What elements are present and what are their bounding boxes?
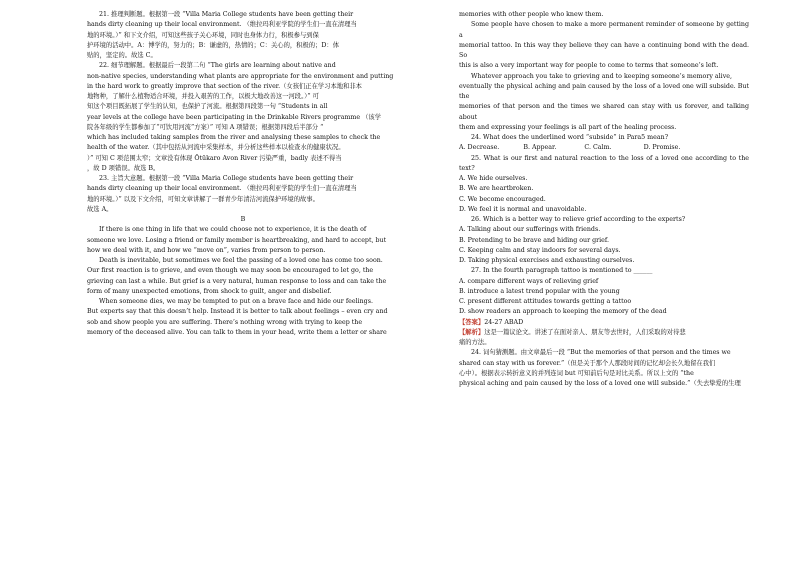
option: C. Keeping calm and stay indoors for several days.: [459, 246, 621, 254]
right-line: memories with other people who knew them.: [459, 11, 604, 18]
right-line: shared can stay with us forever.”（但是关于那个人那段时间的记忆却会长久地留在我们: [459, 359, 716, 367]
right-line: Whatever approach you take to grieving and to keeping someone’s memory alive,: [471, 72, 732, 80]
left-line: ，故 D 项错误。故选 B。: [87, 164, 160, 172]
analysis-line: [459, 328, 749, 338]
left-line: 故选 A。: [87, 205, 113, 213]
left-line: Our first reaction is to grieve, and even though we may soon be encouraged to let go, the: [87, 267, 374, 275]
right-line: this is also a very important way for people to come to terms that someone’s left.: [459, 62, 719, 70]
left-column: [87, 10, 399, 338]
option: D. Taking physical exercises and exhausting ourselves.: [459, 257, 635, 264]
answer-tag: 【答案】: [459, 318, 485, 326]
question-25: 25. What is our first and natural reaction to the loss of a loved one according to the text?: [459, 154, 749, 172]
right-line: them and expressing your feelings is all part of the healing process.: [459, 123, 677, 131]
passage-heading: B: [240, 216, 246, 223]
right-line: memorial tattoo. In this way they believe they can have a continuing bond with the dead. So: [459, 41, 749, 59]
option: C. We become encouraged.: [459, 195, 546, 203]
option: A. compare different ways of relieving grief: [459, 277, 599, 285]
left-line: how we deal with it, and how we “move on”, varies from person to person.: [87, 246, 326, 254]
options-24: A. Decrease. B. Appear. C. Calm. D. Promise.: [459, 144, 681, 152]
analysis-text: 这是一篇议论文。讲述了在面对亲人、朋友等去世时，人们采取的对待悲: [484, 328, 686, 336]
left-line: 地的环境。）” 和下文介绍，可知这些孩子关心环境，同时也身体力行，积极参与到保: [87, 31, 319, 39]
left-line: 护环境的活动中。A：博学的，努力的；B：谦虚的，热情的；C：关心的，积极的；D：体: [87, 41, 340, 49]
left-line: year levels at the college have been participating in the Drinkable Rivers programme （该学: [87, 113, 382, 121]
analysis-line: 痛的方法。: [459, 339, 491, 346]
left-line: 23. 主旨大意题。根据第一段 “Villa Maria College students have been getting their: [99, 175, 354, 182]
option: D. We feel it is normal and unavoidable.: [459, 205, 587, 213]
left-line: someone we love. Losing a friend or family member is heartbreaking, and hard to accept, but: [87, 236, 387, 244]
option: C. present different attitudes towards getting a tattoo: [459, 298, 632, 305]
left-line: which has included taking samples from the river and analysing these samples to check the: [87, 134, 381, 141]
right-line: 24. 词句猜测题。由文章最后一段 “But the memories of that person and the times we: [471, 349, 731, 357]
right-line: eventually the physical aching and pain caused by the loss of a loved one will subside. But the: [459, 82, 749, 100]
left-line: 地物种，了解什么植物适合环境，并投入艰苦的工作，以极大地改善这一河段。）” 可: [87, 93, 319, 100]
analysis-tag: 【解析】: [459, 328, 485, 336]
left-line: But experts say that this doesn’t help. Instead it is better to talk about feelings – even cry and: [87, 308, 388, 316]
answer-line: [459, 318, 749, 328]
question-27: 27. In the fourth paragraph tattoo is mentioned to ______: [471, 267, 653, 275]
option: D. show readers an approach to keeping the memory of the dead: [459, 308, 667, 316]
left-line: 知这个项目既拓展了学生的认知，也保护了河流。根据第四段第一句 “Students in all: [87, 103, 328, 111]
left-line: Death is inevitable, but sometimes we feel the passing of a loved one has come too soon.: [99, 257, 383, 264]
left-line: When someone dies, we may be tempted to put on a brave face and hide our feelings.: [99, 298, 373, 305]
right-line: physical aching and pain caused by the loss of a loved one will subside.”（失去挚爱的生理: [459, 380, 741, 387]
left-line: If there is one thing in life that we could choose not to experience, it is the death of: [99, 226, 367, 234]
left-line: sob and show people you are suffering. There’s nothing wrong with trying to keep the: [87, 318, 363, 326]
right-line: Some people have chosen to make a more permanent reminder of someone by getting a: [459, 21, 749, 39]
right-line: 心中）。根据表示转折意义的并列连词 but 可知前后句是对比关系。所以上文的 “the: [459, 369, 694, 377]
left-line: 院各年级的学生都参加了“可饮用河流”方案）” 可知 A 项错误；根据第四段后半部分 “: [87, 123, 324, 131]
right-line: memories of that person and the times we shared can stay with us forever, and talking about: [459, 103, 749, 121]
left-line: 地的环境。）” 以及下文介绍，可知文章讲解了一群青少年清洁河流保护环境的故事。: [87, 195, 319, 203]
right-column: [459, 10, 749, 389]
left-line: form of many unexpected emotions, from shock to guilt, anger and disbelief.: [87, 287, 332, 295]
left-line: hands dirty cleaning up their local environment. （维拉玛利亚学院的学生们一直在清理当: [87, 21, 357, 29]
left-line: memory of the deceased alive. You can talk to them in your head, write them a letter or share: [87, 328, 387, 336]
left-line: health of the water.（其中包括从河流中采集样本，并分析这些样本以检查水的健康状况。: [87, 144, 345, 152]
left-line: 21. 推理判断题。根据第一段 “Villa Maria College students have been getting their: [99, 11, 354, 18]
left-line: non-native species, understanding what plants are appropriate for the environment and putting: [87, 72, 394, 80]
left-line: grieving can last a while. But grief is a very natural, human response to loss and can take the: [87, 277, 387, 285]
left-line: ）” 可知 C 项范围太窄；文章没有体现 Ōtūkaro Avon River 污染严重，badly 表述不得当: [87, 154, 342, 162]
left-line: 贴的，坚定的。故选 C。: [87, 52, 157, 59]
option: B. We are heartbroken.: [459, 185, 534, 193]
question-26: 26. Which is a better way to relieve grief according to the experts?: [471, 216, 686, 223]
question-24: 24. What does the underlined word “subside” in Para5 mean?: [471, 134, 669, 141]
option: B. introduce a latest trend popular with the young: [459, 287, 620, 295]
left-line: in the hard work to greatly improve that section of the river.（女孩们正在学习本地和非本: [87, 82, 362, 90]
answer-text: 24-27 ABAD: [484, 318, 524, 326]
option: A. Talking about our sufferings with friends.: [459, 226, 601, 234]
option: B. Pretending to be brave and hiding our grief.: [459, 236, 610, 244]
left-line: 22. 细节理解题。根据最后一段第二句 “The girls are learning about native and: [99, 62, 336, 70]
option: A. We hide ourselves.: [459, 175, 528, 182]
left-line: hands dirty cleaning up their local environment. （维拉玛利亚学院的学生们一直在清理当: [87, 185, 357, 193]
